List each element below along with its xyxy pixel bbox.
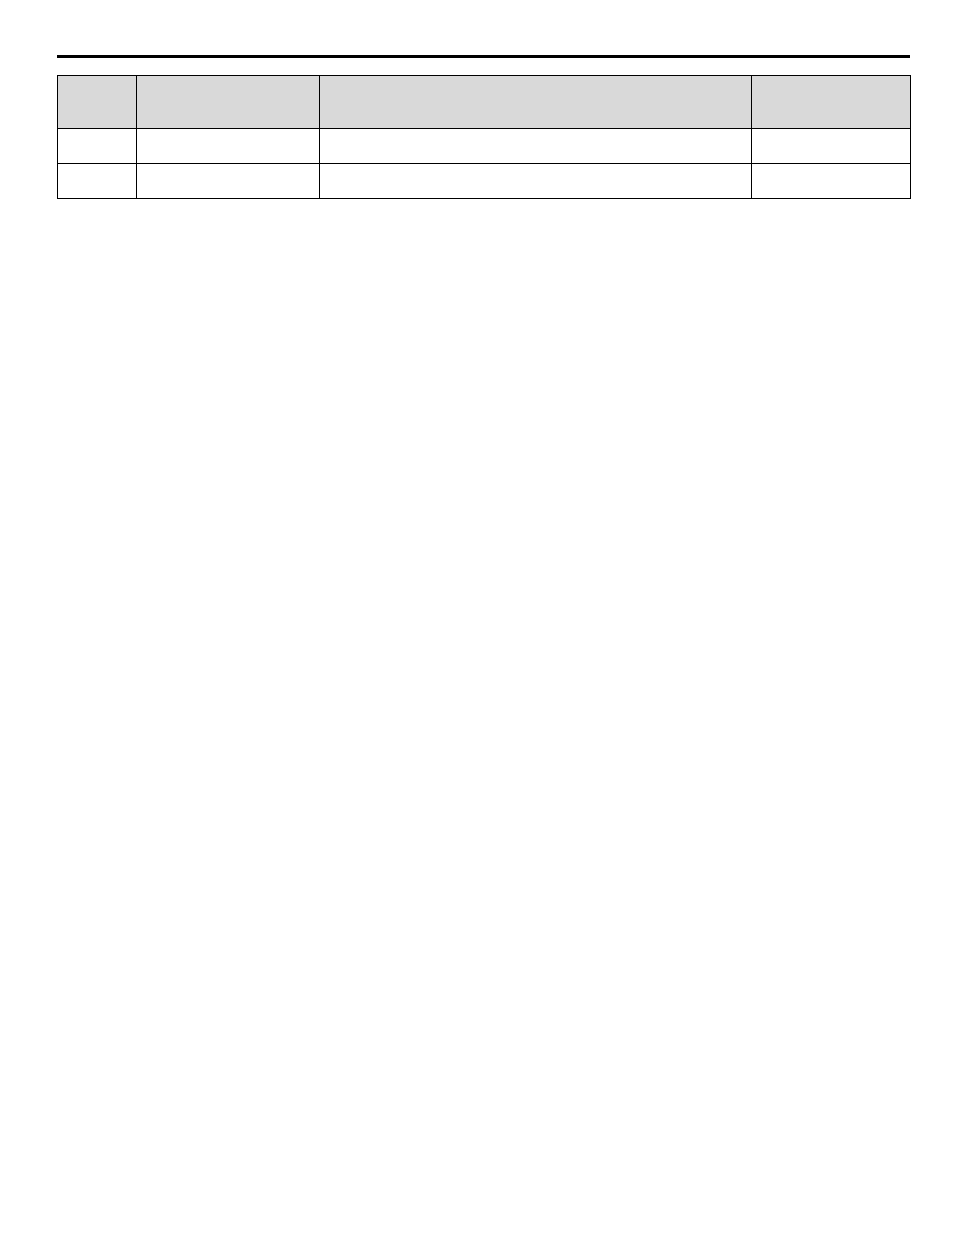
- parameter-name-cell: [137, 129, 320, 164]
- column-header-values: [752, 76, 911, 129]
- column-header-name: [137, 76, 320, 129]
- parameter-name-cell: [137, 164, 320, 199]
- parameter-values-cell: [752, 129, 911, 164]
- table-header-row: [58, 76, 911, 129]
- page-header: [57, 32, 910, 56]
- page-footer: [57, 1193, 910, 1213]
- parameter-number-cell: [58, 164, 137, 199]
- parameter-number-cell: [58, 129, 137, 164]
- parameter-description-cell: [320, 129, 752, 164]
- table-row: [58, 129, 911, 164]
- parameter-values-cell: [752, 164, 911, 199]
- table-row: [58, 164, 911, 199]
- column-header-description: [320, 76, 752, 129]
- table-body: [58, 129, 911, 199]
- parameter-table: [57, 75, 911, 199]
- parameter-description-cell: [320, 164, 752, 199]
- column-header-no: [58, 76, 137, 129]
- header-rule: [57, 55, 910, 58]
